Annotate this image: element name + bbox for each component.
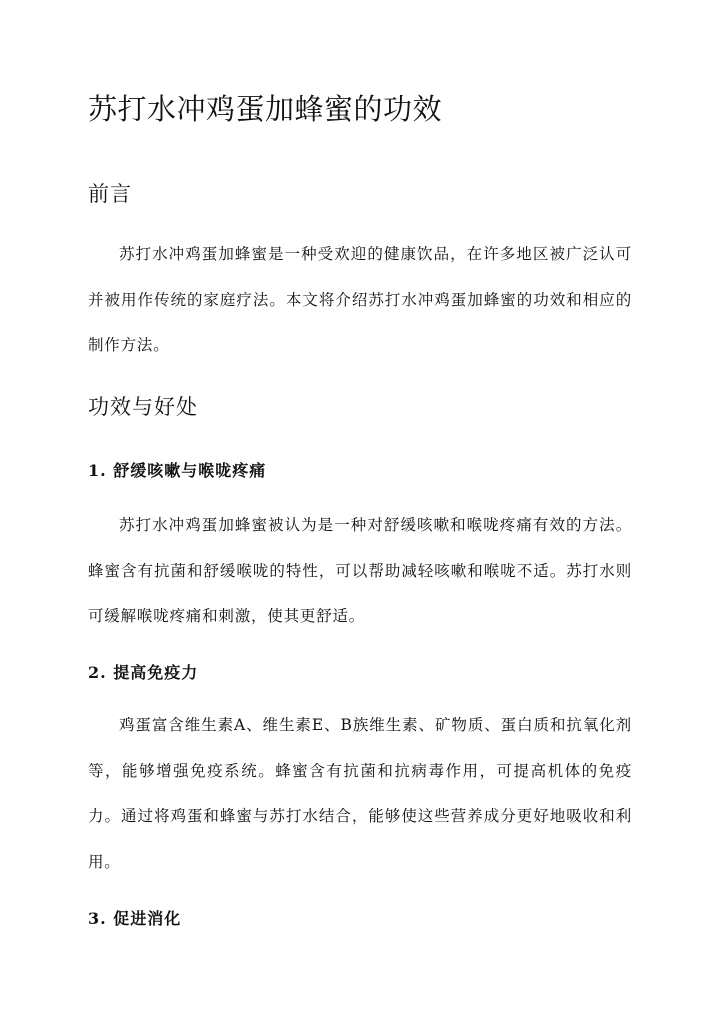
benefit-1-heading: 1. 舒缓咳嗽与喉咙疼痛: [88, 461, 267, 480]
preface-paragraph: 苏打水冲鸡蛋加蜂蜜是一种受欢迎的健康饮品，在许多地区被广泛认可并被用作传统的家庭疗法。本文将介绍苏打水冲鸡蛋加蜂蜜的功效和相应的制作方法。: [88, 245, 632, 355]
benefit-2-heading: 2. 提高免疫力: [88, 663, 199, 682]
benefit-1-paragraph: 苏打水冲鸡蛋加蜂蜜被认为是一种对舒缓咳嗽和喉咙疼痛有效的方法。蜂蜜含有抗菌和舒缓喉咙的特性，可以帮助减轻咳嗽和喉咙不适。苏打水则可缓解喉咙疼痛和刺激，使其更舒适。: [88, 516, 632, 626]
document-title: 苏打水冲鸡蛋加蜂蜜的功效: [88, 92, 443, 126]
preface-heading: 前言: [88, 182, 132, 206]
benefit-2-paragraph: 鸡蛋富含维生素A、维生素E、B族维生素、矿物质、蛋白质和抗氧化剂等，能够增强免疫系统。蜂蜜含有抗菌和抗病毒作用，可提高机体的免疫力。通过将鸡蛋和蜂蜜与苏打水结合，能够使这些营养成分更好地吸收和利用。: [88, 716, 632, 871]
benefit-3-heading: 3. 促进消化: [88, 909, 182, 928]
benefits-heading: 功效与好处: [88, 395, 198, 419]
